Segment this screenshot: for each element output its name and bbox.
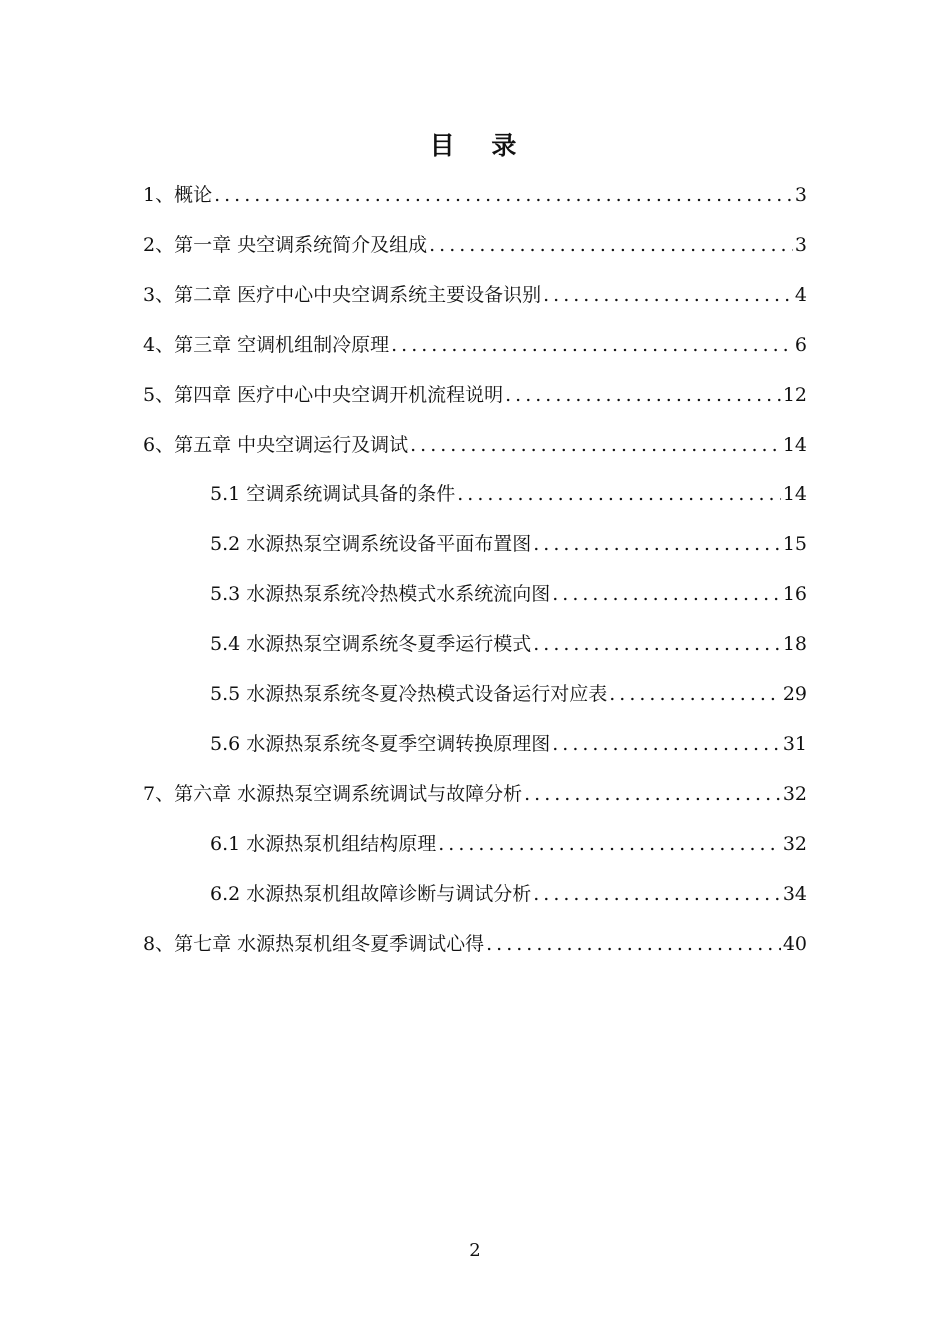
toc-entry-page: 4 xyxy=(794,283,807,306)
toc-entry-page: 40 xyxy=(782,932,807,955)
toc-entry[interactable] xyxy=(143,230,807,260)
toc-leader-dots xyxy=(609,679,781,709)
toc-entry-page: 29 xyxy=(782,683,807,705)
toc-entry-label: 5.4 水源热泵空调系统冬夏季运行模式 xyxy=(210,633,532,656)
toc-entry-label: 1、概论 xyxy=(143,184,213,206)
toc-entry-label: 5.1 空调系统调试具备的条件 xyxy=(210,483,456,506)
toc-leader-dots xyxy=(429,230,793,260)
toc-entry-page: 32 xyxy=(782,832,807,855)
toc-entry-label: 5.3 水源热泵系统冷热模式水系统流向图 xyxy=(210,583,551,606)
toc-leader-dots xyxy=(457,479,781,509)
page-number: 2 xyxy=(469,1240,481,1261)
toc-entry[interactable] xyxy=(143,280,807,310)
toc-entry-label: 7、第六章 水源热泵空调系统调试与故障分析 xyxy=(143,782,523,805)
toc-leader-dots xyxy=(410,430,781,460)
toc-title: 目 录 xyxy=(429,131,531,160)
toc-entry-page: 6 xyxy=(794,333,807,356)
toc-entry-label: 5.5 水源热泵系统冬夏冷热模式设备运行对应表 xyxy=(210,683,608,705)
toc-leader-dots xyxy=(438,829,781,859)
toc-leader-dots xyxy=(552,579,781,609)
toc-leader-dots xyxy=(524,779,781,809)
toc-entry-page: 3 xyxy=(794,184,807,206)
toc-entry-page: 12 xyxy=(782,383,807,406)
toc-entry-label: 2、第一章 央空调系统简介及组成 xyxy=(143,233,428,256)
toc-entry-label: 6、第五章 中央空调运行及调试 xyxy=(143,433,409,456)
toc-leader-dots xyxy=(391,330,793,360)
toc-entry[interactable] xyxy=(210,579,807,609)
toc-entry-label: 5.6 水源热泵系统冬夏季空调转换原理图 xyxy=(210,732,551,755)
toc-entry-page: 31 xyxy=(782,732,807,755)
toc-leader-dots xyxy=(552,729,781,759)
toc-entry-label: 6.1 水源热泵机组结构原理 xyxy=(210,832,437,855)
toc-entry[interactable] xyxy=(210,879,807,909)
toc-entry-page: 15 xyxy=(782,533,807,556)
toc-entry-label: 5.2 水源热泵空调系统设备平面布置图 xyxy=(210,533,532,556)
toc-leader-dots xyxy=(533,879,781,909)
toc-leader-dots xyxy=(486,929,781,959)
toc-entry[interactable] xyxy=(143,330,807,360)
toc-entry-page: 18 xyxy=(782,633,807,656)
toc-entry[interactable] xyxy=(210,529,807,559)
toc-leader-dots xyxy=(533,529,781,559)
toc-entry[interactable] xyxy=(143,929,807,959)
toc-leader-dots xyxy=(505,380,781,410)
toc-entry-label: 3、第二章 医疗中心中央空调系统主要设备识别 xyxy=(143,283,542,306)
toc-entry[interactable] xyxy=(143,430,807,460)
toc-entry-page: 14 xyxy=(782,483,807,506)
toc-leader-dots xyxy=(543,280,793,310)
toc-entry[interactable] xyxy=(143,779,807,809)
toc-leader-dots xyxy=(533,629,781,659)
toc-entry-page: 14 xyxy=(782,433,807,456)
toc-entry[interactable] xyxy=(210,479,807,509)
toc-entry-page: 16 xyxy=(782,583,807,606)
toc-entry[interactable] xyxy=(210,829,807,859)
toc-entry-label: 6.2 水源热泵机组故障诊断与调试分析 xyxy=(210,882,532,905)
toc-entry-page: 34 xyxy=(782,882,807,905)
toc-entry[interactable] xyxy=(210,679,807,709)
toc-entry-label: 8、第七章 水源热泵机组冬夏季调试心得 xyxy=(143,932,485,955)
toc-leader-dots xyxy=(214,180,793,210)
toc-entry[interactable] xyxy=(143,380,807,410)
toc-entry[interactable] xyxy=(210,629,807,659)
toc-entry-label: 4、第三章 空调机组制冷原理 xyxy=(143,333,390,356)
toc-entry[interactable] xyxy=(143,180,807,210)
toc-entry-page: 32 xyxy=(782,782,807,805)
toc-entry-label: 5、第四章 医疗中心中央空调开机流程说明 xyxy=(143,383,504,406)
toc-entry-page: 3 xyxy=(794,233,807,256)
toc-entry[interactable] xyxy=(210,729,807,759)
